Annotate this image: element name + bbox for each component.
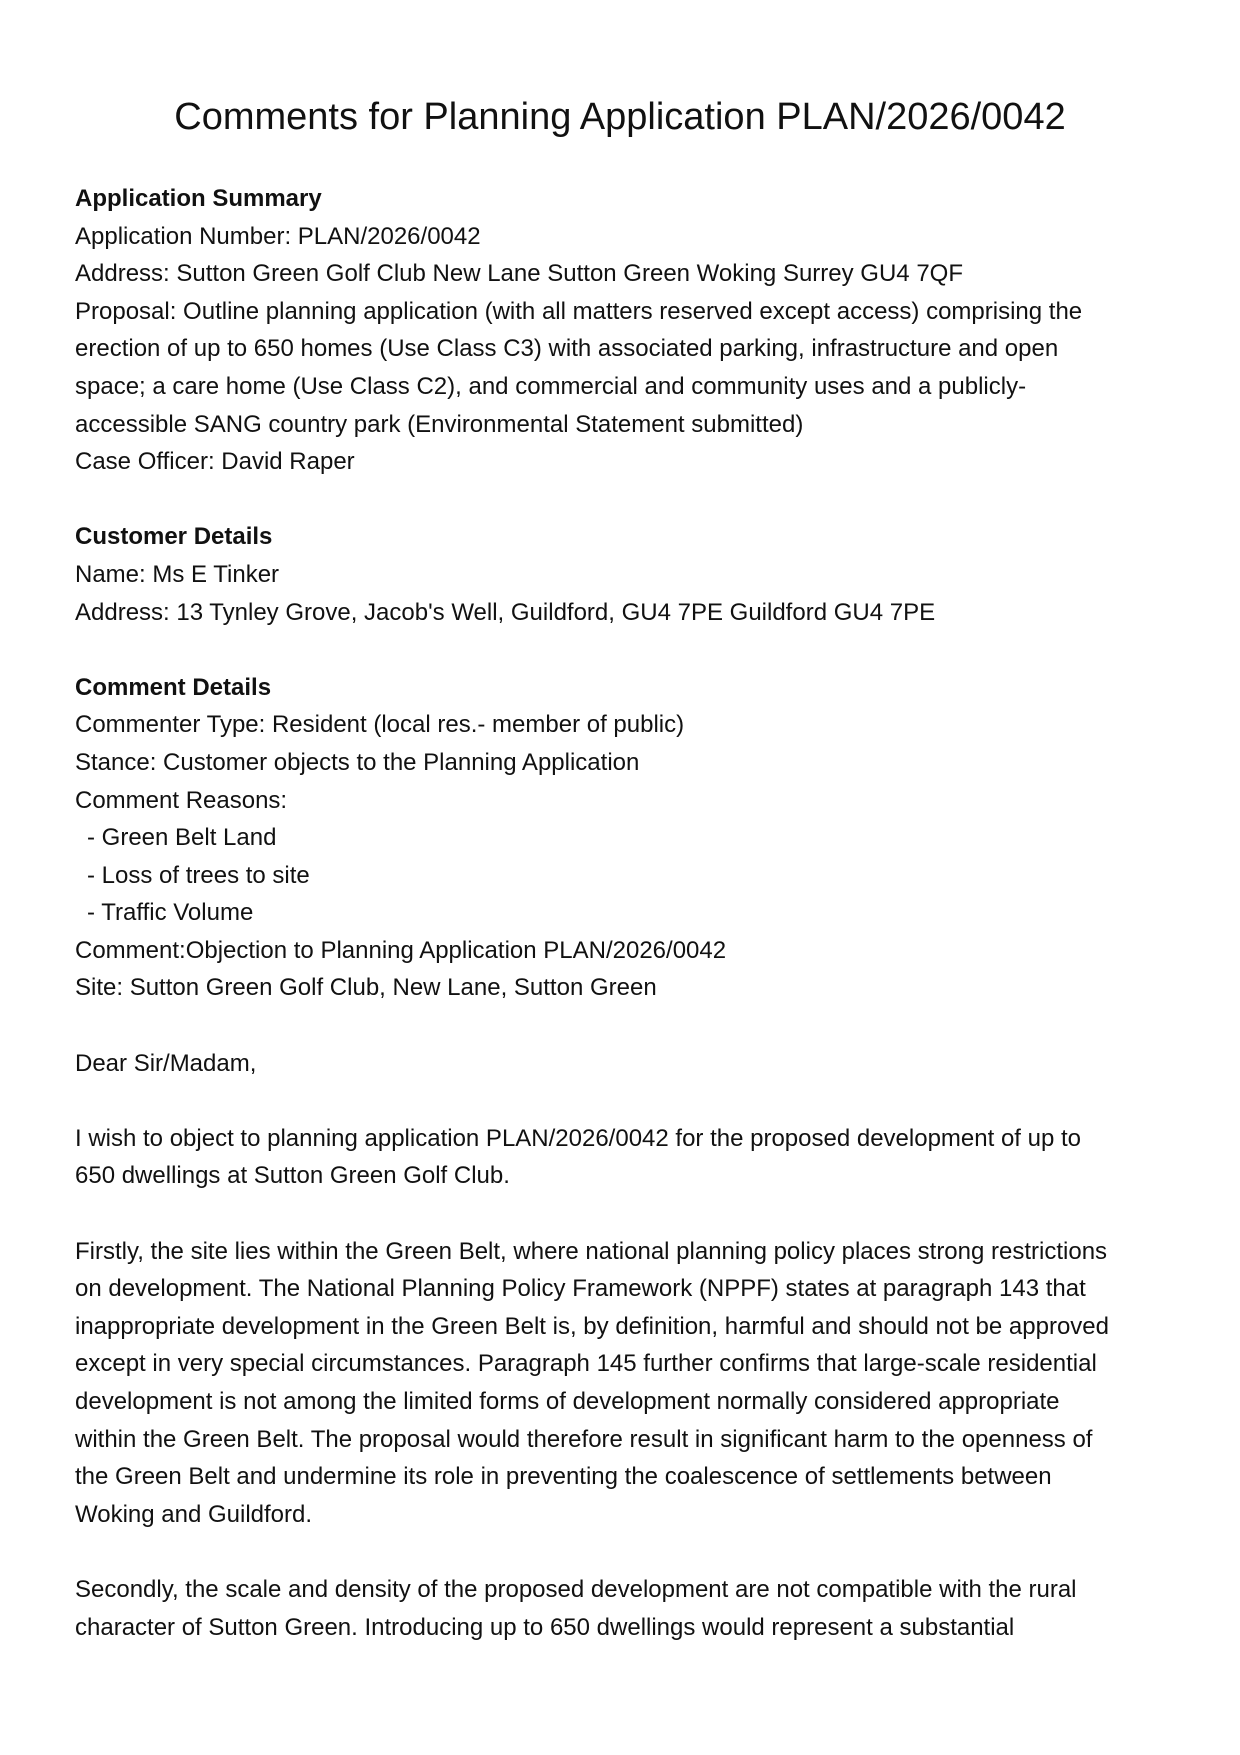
customer-details-heading: Customer Details <box>75 523 273 551</box>
commenter-type: Commenter Type: Resident (local res.- member of public) <box>75 711 685 739</box>
customer-name: Name: Ms E Tinker <box>75 560 280 588</box>
page-title: Comments for Planning Application PLAN/2026/0042 <box>174 96 1066 138</box>
proposal-line: accessible SANG country park (Environmental Statement submitted) <box>75 410 804 438</box>
paragraph-line: on development. The National Planning Policy Framework (NPPF) states at paragraph 143 that <box>75 1275 1086 1303</box>
stance: Stance: Customer objects to the Planning Application <box>75 748 640 776</box>
proposal-line: space; a care home (Use Class C2), and commercial and community uses and a publicly- <box>75 372 1027 400</box>
proposal-line: erection of up to 650 homes (Use Class C3) with associated parking, infrastructure and open <box>75 335 1059 363</box>
letter-paragraph-2 <box>75 1233 1175 1534</box>
salutation: Dear Sir/Madam, <box>75 1049 257 1077</box>
application-address: Address: Sutton Green Golf Club New Lane Sutton Green Woking Surrey GU4 7QF <box>75 260 963 288</box>
paragraph-line: Woking and Guildford. <box>75 1500 313 1528</box>
paragraph-line: within the Green Belt. The proposal would therefore result in significant harm to the openness of <box>75 1425 1093 1453</box>
letter-body <box>75 1045 1175 1647</box>
letter-paragraph-3 <box>75 1571 1175 1646</box>
application-number: Application Number: PLAN/2026/0042 <box>75 222 481 250</box>
case-officer: Case Officer: David Raper <box>75 448 355 476</box>
paragraph-line: except in very special circumstances. Paragraph 145 further confirms that large-scale residential <box>75 1350 1097 1378</box>
application-summary-section <box>75 180 1175 481</box>
paragraph-line: 650 dwellings at Sutton Green Golf Club. <box>75 1162 510 1190</box>
comment-details-section <box>75 669 1175 1007</box>
comment-reason-item: - Loss of trees to site <box>87 861 310 889</box>
comment-site: Site: Sutton Green Golf Club, New Lane, Sutton Green <box>75 974 657 1002</box>
paragraph-line: inappropriate development in the Green Belt is, by definition, harmful and should not be approved <box>75 1312 1109 1340</box>
comment-subject: Comment:Objection to Planning Application PLAN/2026/0042 <box>75 936 727 964</box>
paragraph-line: Secondly, the scale and density of the proposed development are not compatible with the rural <box>75 1575 1077 1603</box>
paragraph-line: Firstly, the site lies within the Green Belt, where national planning policy places strong restrictions <box>75 1237 1108 1265</box>
letter-paragraph-1 <box>75 1120 1175 1195</box>
comment-reasons-label: Comment Reasons: <box>75 786 288 814</box>
proposal-line: Proposal: Outline planning application (with all matters reserved except access) comprising the <box>75 297 1083 325</box>
customer-address: Address: 13 Tynley Grove, Jacob's Well, Guildford, GU4 7PE Guildford GU4 7PE <box>75 598 936 626</box>
customer-details-section <box>75 518 1175 631</box>
comment-details-heading: Comment Details <box>75 673 272 701</box>
paragraph-line: the Green Belt and undermine its role in preventing the coalescence of settlements between <box>75 1463 1052 1491</box>
paragraph-line: I wish to object to planning application PLAN/2026/0042 for the proposed development of up to <box>75 1124 1082 1152</box>
document-page <box>75 92 1175 1646</box>
paragraph-line: development is not among the limited forms of development normally considered appropriate <box>75 1388 1060 1415</box>
application-summary-heading: Application Summary <box>75 185 322 212</box>
comment-reason-item: - Green Belt Land <box>87 824 277 852</box>
comment-reason-item: - Traffic Volume <box>87 899 254 927</box>
paragraph-line: character of Sutton Green. Introducing up to 650 dwellings would represent a substantial <box>75 1613 1015 1641</box>
